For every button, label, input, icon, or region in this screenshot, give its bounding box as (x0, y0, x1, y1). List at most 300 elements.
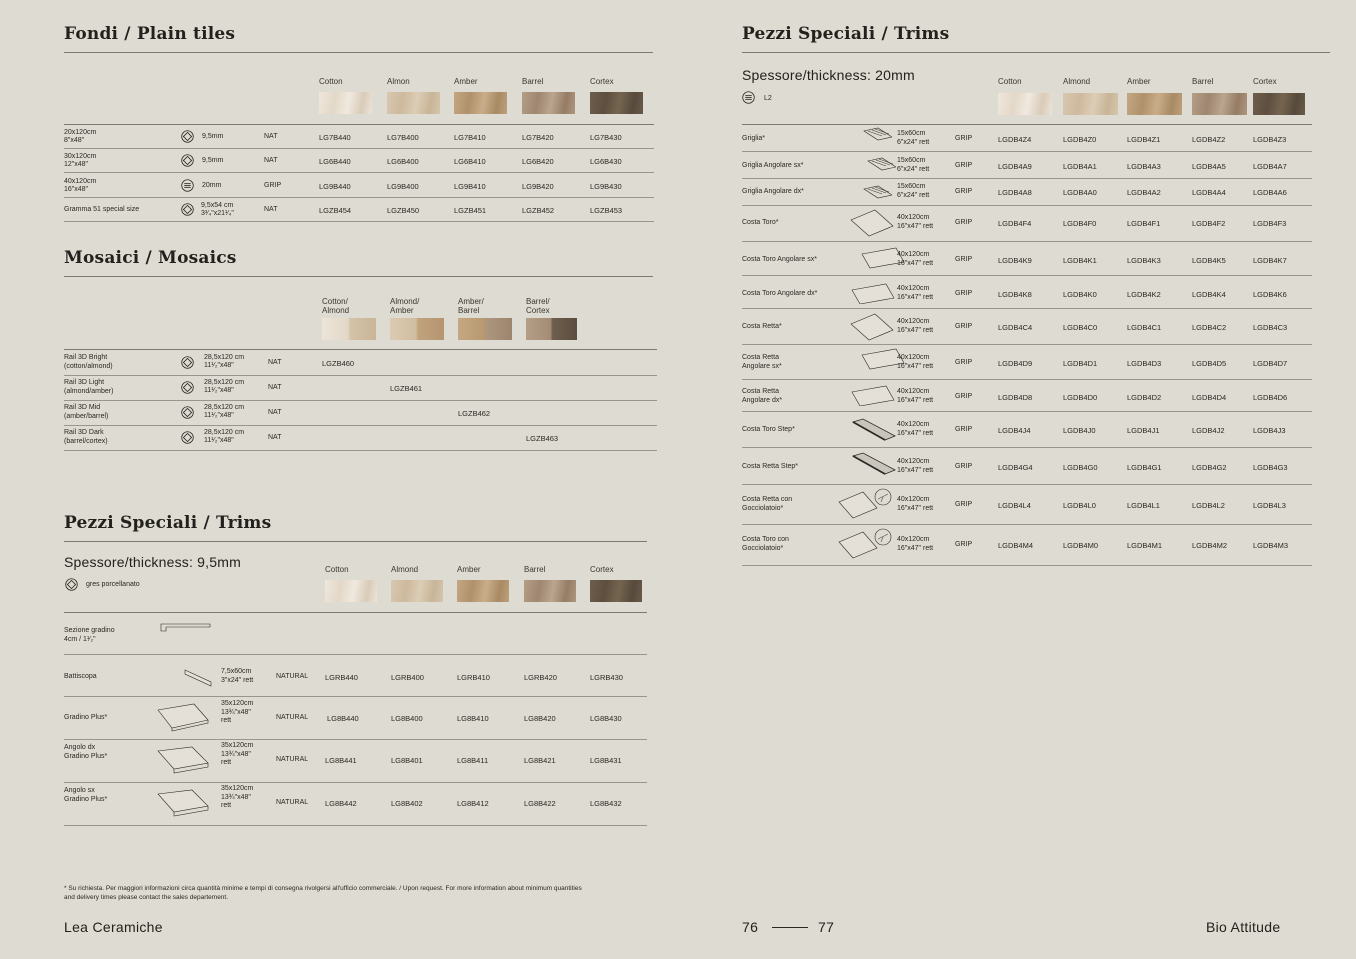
finish: NAT (268, 409, 282, 416)
product-code: LGDB4K5 (1192, 256, 1226, 265)
finish: GRIP (955, 135, 973, 142)
page-number-right: 77 (818, 919, 835, 935)
finish: NAT (264, 133, 278, 140)
product-code: LGRB430 (590, 673, 623, 682)
product-code: LGZB451 (454, 206, 487, 215)
step-section-label: Sezione gradino 4cm / 1¹⁄₂" (64, 627, 115, 643)
mosaic-name: Rail 3D Bright (cotton/almond) (64, 354, 113, 370)
product-code: LGDB4L2 (1192, 501, 1225, 510)
dimension: 28,5x120 cm (204, 354, 245, 361)
natural-finish-icon (181, 431, 194, 444)
trim-shape-icon (156, 702, 210, 732)
column-header: Amber (454, 77, 478, 86)
row-divider (742, 344, 1312, 345)
color-swatch (319, 92, 372, 114)
column-header: Almond (391, 565, 419, 574)
column-header: Almond/ Amber (390, 297, 420, 315)
row-divider (64, 825, 647, 826)
row-divider (742, 124, 1312, 125)
dimension: 15x60cm 6"x24" rett (897, 130, 930, 146)
row-divider (742, 178, 1312, 179)
dimension: 40x120cm 16"x47" rett (897, 354, 934, 370)
mosaics-title: Mosaici / Mosaics (64, 248, 237, 268)
column-header: Cotton (325, 565, 349, 574)
finish: GRIP (955, 290, 973, 297)
footnote: * Su richiesta. Per maggiori informazioni circa quantità minime e tempi di consegna rivolgersi all'ufficio commerciale. / Upon request. For more information about minimum quantities and delivery times please contact the sales departement. (64, 885, 582, 901)
finish: GRIP (955, 188, 973, 195)
column-header: Almond (1063, 77, 1091, 86)
thickness-subtitle-left: Spessore/thickness: 9,5mm (64, 554, 241, 570)
trim-name: Costa Toro Angolare sx* (742, 256, 817, 263)
product-code: LGDB4L0 (1063, 501, 1096, 510)
product-code: LGDB4G0 (1063, 463, 1098, 472)
product-code: LGDB4G1 (1127, 463, 1162, 472)
row-divider (64, 400, 657, 401)
material-label: gres porcellanato (86, 581, 140, 588)
finish: NAT (264, 206, 278, 213)
product-code: LGDB4J2 (1192, 426, 1225, 435)
product-code: LG8B401 (391, 756, 423, 765)
column-header: Amber/ Barrel (458, 297, 484, 315)
product-code: LG8B400 (391, 714, 423, 723)
dimension: 40x120cm 16"x47" rett (897, 285, 934, 301)
product-code: LG7B400 (387, 133, 419, 142)
product-code: LGDB4A6 (1253, 188, 1287, 197)
color-swatch (1127, 93, 1182, 115)
product-code: LGDB4C0 (1063, 323, 1098, 332)
row-divider (742, 565, 1312, 566)
column-header: Barrel (522, 77, 544, 86)
dimension: 28,5x120 cm (204, 429, 245, 436)
product-code: LG8B430 (590, 714, 622, 723)
finish: GRIP (955, 463, 973, 470)
dimension-imperial: 11¹⁄₂"x48" (204, 412, 234, 419)
trim-shape-icon (156, 788, 210, 818)
color-swatch (458, 318, 512, 340)
product-code: LGDB4L1 (1127, 501, 1160, 510)
mosaic-name: Rail 3D Dark (barrel/cortex) (64, 429, 108, 445)
trim-shape-icon (849, 312, 895, 342)
product-code: LGDB4F1 (1127, 219, 1161, 228)
row-divider (742, 205, 1312, 206)
column-header: Amber (457, 565, 481, 574)
dimension: 40x120cm 16"x47" rett (897, 318, 934, 334)
product-code: LG8B411 (457, 756, 489, 765)
page-number-left: 76 (742, 919, 759, 935)
trim-shape-icon (862, 185, 892, 199)
product-code: LGDB4F3 (1253, 219, 1287, 228)
dimension: 40x120cm 16"x47" rett (897, 458, 934, 474)
color-swatch (390, 318, 444, 340)
product-code: LG6B410 (454, 157, 486, 166)
row-divider (64, 221, 654, 222)
grip-class-icon (742, 91, 755, 104)
product-code: LG8B441 (325, 756, 357, 765)
product-code: LGDB4F0 (1063, 219, 1097, 228)
product-code: LGDB4J0 (1063, 426, 1096, 435)
product-code: LGZB461 (390, 384, 423, 393)
row-divider (64, 172, 654, 173)
row-divider (742, 241, 1312, 242)
product-code: LG7B430 (590, 133, 622, 142)
divider (742, 52, 1330, 53)
natural-finish-icon (181, 154, 194, 167)
finish: NATURAL (276, 756, 309, 763)
product-code: LGDB4K6 (1253, 290, 1287, 299)
finish: NATURAL (276, 799, 309, 806)
finish: NAT (268, 434, 282, 441)
mosaic-name: Rail 3D Mid (amber/barrel) (64, 404, 109, 420)
trim-name: Griglia Angolare sx* (742, 162, 804, 169)
finish: NATURAL (276, 673, 309, 680)
product-code: LGDB4D8 (998, 393, 1033, 402)
product-code: LGDB4D4 (1192, 393, 1227, 402)
product-code: LGDB4D9 (998, 359, 1033, 368)
trim-name: Battiscopa (64, 673, 97, 680)
color-swatch (1063, 93, 1118, 115)
trims-title-right: Pezzi Speciali / Trims (742, 24, 950, 44)
thickness: 9,5mm (202, 133, 224, 140)
size-label: 30x120cm (64, 153, 97, 160)
product-code: LGZB463 (526, 434, 559, 443)
dimension-imperial: 11¹⁄₂"x48" (204, 362, 234, 369)
dimension: 35x120cm 13¾"x48" rett (221, 742, 254, 766)
product-code: LGRB420 (524, 673, 557, 682)
page-number-dash (772, 927, 808, 928)
color-swatch (1192, 93, 1247, 115)
product-code: LGDB4J4 (998, 426, 1031, 435)
trim-shape-icon (850, 282, 896, 304)
row-divider (64, 349, 657, 350)
product-code: LG6B400 (387, 157, 419, 166)
product-code: LGDB4Z4 (998, 135, 1032, 144)
column-header: Cotton (319, 77, 343, 86)
color-swatch (524, 580, 576, 602)
dimension: 40x120cm 16"x47" rett (897, 388, 934, 404)
product-code: LGDB4Z2 (1192, 135, 1226, 144)
finish: GRIP (955, 541, 973, 548)
dimension: 28,5x120 cm (204, 404, 245, 411)
dimension-imperial: 3³⁄₄"x21¹⁄₄" (201, 210, 234, 217)
trim-name: Griglia* (742, 135, 765, 142)
finish: GRIP (955, 426, 973, 433)
trim-name: Costa Retta Step* (742, 463, 799, 470)
product-code: LGZB460 (322, 359, 355, 368)
row-divider (742, 447, 1312, 448)
product-code: LGDB4C2 (1192, 323, 1227, 332)
product-code: LG6B440 (319, 157, 351, 166)
column-header: Cortex (590, 77, 614, 86)
product-code: LGDB4L4 (998, 501, 1031, 510)
product-code: LG9B430 (590, 182, 622, 191)
column-header: Cotton/ Almond (322, 297, 350, 315)
product-code: LGDB4L3 (1253, 501, 1286, 510)
color-swatch (1253, 93, 1305, 115)
column-header: Cortex (1253, 77, 1277, 86)
product-code: LG8B442 (325, 799, 357, 808)
trim-shape-icon (866, 157, 896, 171)
collection-name: Bio Attitude (1206, 919, 1281, 935)
product-code: LGDB4C4 (998, 323, 1033, 332)
product-code: LGDB4F2 (1192, 219, 1226, 228)
trim-shape-icon (849, 208, 895, 238)
row-divider (742, 379, 1312, 380)
product-code: LG8B432 (590, 799, 622, 808)
product-code: LGDB4K2 (1127, 290, 1161, 299)
natural-finish-icon (181, 381, 194, 394)
finish: GRIP (955, 162, 973, 169)
product-code: LG6B430 (590, 157, 622, 166)
grip-icon (181, 179, 194, 192)
product-code: LGDB4C3 (1253, 323, 1288, 332)
product-code: LGDB4D5 (1192, 359, 1227, 368)
step-section-icon (160, 623, 212, 633)
product-code: LGZB452 (522, 206, 555, 215)
product-code: LGDB4K7 (1253, 256, 1287, 265)
product-code: LGDB4D2 (1127, 393, 1162, 402)
product-code: LGDB4D1 (1063, 359, 1098, 368)
product-code: LG9B410 (454, 182, 486, 191)
color-swatch (387, 92, 440, 114)
natural-finish-icon (181, 203, 194, 216)
trim-name: Costa Retta* (742, 323, 782, 330)
trim-name: Costa Retta con Gocciolatoio* (742, 496, 793, 512)
product-code: LG8B410 (457, 714, 489, 723)
product-code: LGDB4M1 (1127, 541, 1163, 550)
size-label: Gramma 51 special size (64, 206, 140, 213)
row-divider (64, 696, 647, 697)
product-code: LGDB4A3 (1127, 162, 1161, 171)
row-divider (742, 308, 1312, 309)
product-code: LGDB4Z3 (1253, 135, 1287, 144)
product-code: LGDB4D6 (1253, 393, 1288, 402)
size-imperial: 12"x48" (64, 161, 89, 168)
row-divider (64, 612, 647, 613)
column-header: Cortex (590, 565, 614, 574)
row-divider (742, 484, 1312, 485)
product-code: LG8B440 (327, 714, 359, 723)
finish: GRIP (955, 219, 973, 226)
row-divider (64, 425, 657, 426)
trim-name: Griglia Angolare dx* (742, 188, 804, 195)
dimension: 40x120cm 16"x47" rett (897, 496, 934, 512)
row-divider (742, 411, 1312, 412)
divider (64, 52, 653, 53)
color-swatch (998, 93, 1052, 115)
trim-shape-icon (837, 488, 893, 520)
product-code: LGDB4K1 (1063, 256, 1097, 265)
trim-shape-icon (837, 528, 893, 560)
color-swatch (454, 92, 507, 114)
product-code: LGDB4D7 (1253, 359, 1288, 368)
mosaic-name: Rail 3D Light (almond/amber) (64, 379, 114, 395)
product-code: LGDB4Z0 (1063, 135, 1097, 144)
product-code: LGZB450 (387, 206, 420, 215)
product-code: LGDB4A9 (998, 162, 1032, 171)
product-code: LGDB4J1 (1127, 426, 1160, 435)
thickness: 9,5mm (202, 157, 224, 164)
size-imperial: 8"x48" (64, 137, 85, 144)
product-code: LG9B400 (387, 182, 419, 191)
finish: NAT (268, 384, 282, 391)
divider (64, 541, 647, 542)
size-label: 40x120cm (64, 178, 97, 185)
row-divider (742, 151, 1312, 152)
product-code: LG7B410 (454, 133, 486, 142)
dimension: 40x120cm 16"x47" rett (897, 536, 934, 552)
product-code: LGRB400 (391, 673, 424, 682)
finish: GRIP (955, 393, 973, 400)
row-divider (64, 124, 654, 125)
product-code: LG8B412 (457, 799, 489, 808)
product-code: LGDB4K9 (998, 256, 1032, 265)
product-code: LGDB4G4 (998, 463, 1033, 472)
product-code: LG7B420 (522, 133, 554, 142)
natural-finish-icon (181, 130, 194, 143)
column-header: Amber (1127, 77, 1151, 86)
dimension: 9,5x54 cm (201, 202, 234, 209)
color-swatch (522, 92, 575, 114)
row-divider (64, 739, 647, 740)
row-divider (64, 148, 654, 149)
product-code: LGDB4Z1 (1127, 135, 1161, 144)
product-code: LGDB4C1 (1127, 323, 1162, 332)
column-header: Barrel (1192, 77, 1214, 86)
product-code: LGDB4K8 (998, 290, 1032, 299)
trim-name: Gradino Plus* (64, 714, 108, 721)
dimension-imperial: 11¹⁄₂"x48" (204, 387, 234, 394)
product-code: LGZB462 (458, 409, 491, 418)
product-code: LGDB4M3 (1253, 541, 1289, 550)
trim-name: Costa Toro con Gocciolatoio* (742, 536, 789, 552)
product-code: LGDB4A4 (1192, 188, 1226, 197)
trim-shape-icon (851, 452, 897, 476)
plain-tiles-title: Fondi / Plain tiles (64, 24, 236, 44)
finish: GRIP (955, 359, 973, 366)
color-swatch (526, 318, 577, 340)
trim-shape-icon (851, 418, 897, 442)
row-divider (64, 654, 647, 655)
product-code: LGDB4J3 (1253, 426, 1286, 435)
product-code: LG9B440 (319, 182, 351, 191)
trim-shape-icon (183, 666, 213, 688)
trims-title-left: Pezzi Speciali / Trims (64, 513, 272, 533)
product-code: LGDB4A0 (1063, 188, 1097, 197)
natural-finish-icon (181, 406, 194, 419)
color-swatch (590, 580, 642, 602)
trim-name: Costa Toro Angolare dx* (742, 290, 818, 297)
product-code: LGDB4A7 (1253, 162, 1287, 171)
product-code: LGDB4M4 (998, 541, 1034, 550)
product-code: LG8B431 (590, 756, 622, 765)
product-code: LGDB4M0 (1063, 541, 1099, 550)
product-code: LGDB4K3 (1127, 256, 1161, 265)
dimension-imperial: 11¹⁄₂"x48" (204, 437, 234, 444)
thickness-subtitle-right: Spessore/thickness: 20mm (742, 67, 915, 83)
row-divider (64, 197, 654, 198)
product-code: LGDB4G2 (1192, 463, 1227, 472)
product-code: LGDB4D0 (1063, 393, 1098, 402)
row-divider (742, 524, 1312, 525)
trim-shape-icon (850, 384, 896, 406)
product-code: LGDB4A2 (1127, 188, 1161, 197)
product-code: LGDB4K4 (1192, 290, 1226, 299)
product-code: LG8B421 (524, 756, 556, 765)
trim-shape-icon (862, 127, 892, 141)
dimension: 40x120cm 16"x47" rett (897, 251, 934, 267)
product-code: LGDB4A1 (1063, 162, 1097, 171)
row-divider (64, 782, 647, 783)
natural-finish-icon (181, 356, 194, 369)
dimension: 7,5x60cm 3"x24" rett (221, 668, 254, 684)
thickness: 20mm (202, 182, 222, 189)
dimension: 28,5x120 cm (204, 379, 245, 386)
finish: NATURAL (276, 714, 309, 721)
column-header: Barrel (524, 565, 546, 574)
trim-name: Costa Retta Angolare dx* (742, 388, 783, 404)
trim-name: Angolo sx Gradino Plus* (64, 787, 108, 803)
column-header: Almon (387, 77, 410, 86)
product-code: LGZB453 (590, 206, 623, 215)
divider (64, 276, 653, 277)
color-swatch (590, 92, 643, 114)
trim-name: Angolo dx Gradino Plus* (64, 744, 108, 760)
dimension: 35x120cm 13¾"x48" rett (221, 700, 254, 724)
product-code: LGDB4G3 (1253, 463, 1288, 472)
color-swatch (322, 318, 376, 340)
dimension: 15x60cm 6"x24" rett (897, 183, 930, 199)
trim-name: Costa Toro Step* (742, 426, 795, 433)
finish: GRIP (955, 323, 973, 330)
color-swatch (325, 580, 377, 602)
column-header: Barrel/ Cortex (526, 297, 550, 315)
product-code: LGDB4K0 (1063, 290, 1097, 299)
product-code: LG8B420 (524, 714, 556, 723)
row-divider (64, 375, 657, 376)
finish: GRIP (955, 501, 973, 508)
color-swatch (457, 580, 509, 602)
dimension: 40x120cm 16"x47" rett (897, 421, 934, 437)
product-code: LG7B440 (319, 133, 351, 142)
product-code: LGDB4F4 (998, 219, 1032, 228)
trim-name: Costa Toro* (742, 219, 779, 226)
color-swatch (391, 580, 443, 602)
dimension: 35x120cm 13¾"x48" rett (221, 785, 254, 809)
product-code: LGDB4D3 (1127, 359, 1162, 368)
product-code: LGDB4M2 (1192, 541, 1228, 550)
class-label: L2 (764, 95, 772, 102)
trim-shape-icon (156, 745, 210, 775)
product-code: LG6B420 (522, 157, 554, 166)
finish: GRIP (264, 182, 282, 189)
trim-name: Costa Retta Angolare sx* (742, 354, 782, 370)
product-code: LG8B402 (391, 799, 423, 808)
porcelain-icon (65, 578, 78, 591)
product-code: LGZB454 (319, 206, 352, 215)
product-code: LGDB4A8 (998, 188, 1032, 197)
finish: NAT (264, 157, 278, 164)
size-label: 20x120cm (64, 129, 97, 136)
finish: GRIP (955, 256, 973, 263)
brand-name: Lea Ceramiche (64, 919, 163, 935)
finish: NAT (268, 359, 282, 366)
row-divider (64, 450, 657, 451)
product-code: LG9B420 (522, 182, 554, 191)
product-code: LGDB4A5 (1192, 162, 1226, 171)
dimension: 40x120cm 16"x47" rett (897, 214, 934, 230)
product-code: LG8B422 (524, 799, 556, 808)
row-divider (742, 275, 1312, 276)
